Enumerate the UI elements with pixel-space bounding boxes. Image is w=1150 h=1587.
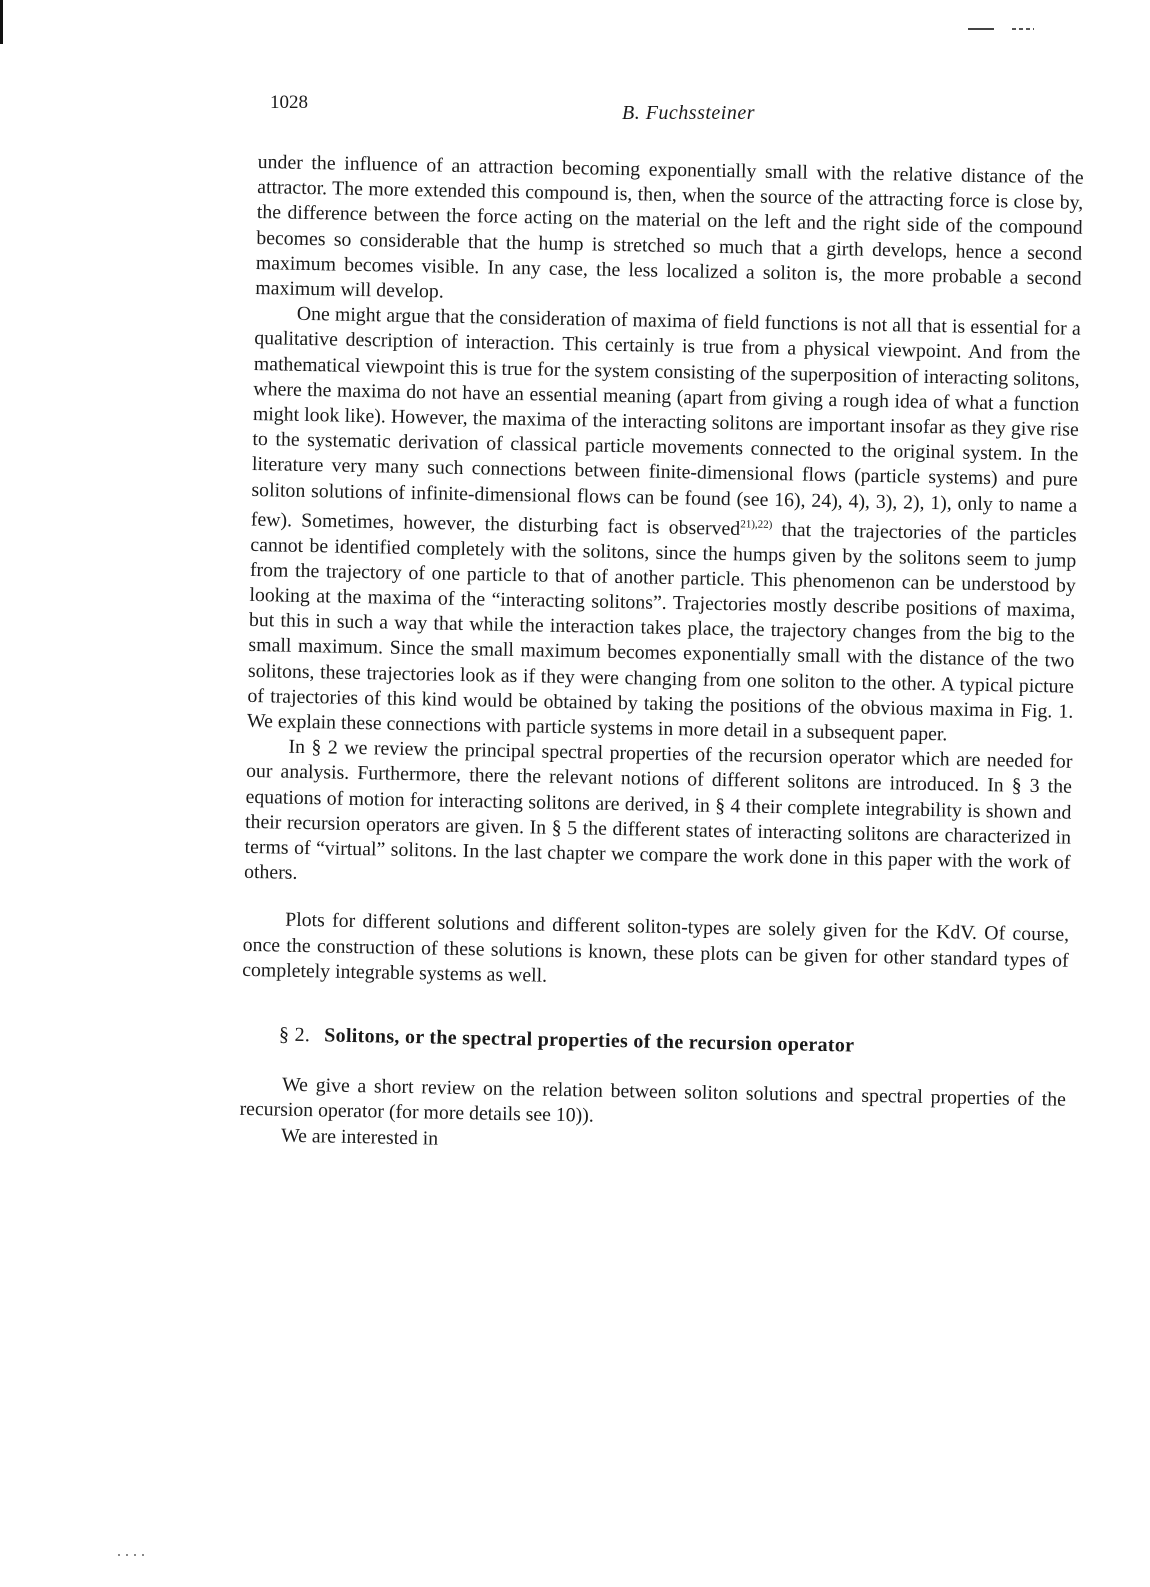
scan-artifact bbox=[118, 1554, 148, 1556]
paragraph: We are interested in bbox=[280, 1124, 439, 1150]
paragraph: Plots for different solutions and different soliton-types are solely given for the KdV. Of course, once the construction of these solutions is known, these plots can be given for other standard types of completely integrable systems as well. bbox=[242, 909, 1070, 987]
section-number: § 2. bbox=[278, 1023, 311, 1047]
paragraph-text: that the trajectories of the particles cannot be identified completely with the solitons, since the humps given by the solitons seem to jump from the trajectory of one particle to that of another particle. This phenomenon can be understood by looking at the maxima of the “interacting solitons”. Trajectories mostly describe positions of maxima, but this in such a way that while the interaction takes place, the trajectory changes from the big to the small maximum. Since the small maximum becomes exponentially small with the distance of the two solitons, these trajectories look as if they were changing from one soliton to the other. A typical picture of trajectories of this kind would be obtained by taking the positions of the obvious maxima in Fig. 1. We explain these connections with particle systems in more detail in a subsequent paper. bbox=[246, 518, 1077, 746]
paragraph: under the influence of an attraction becoming exponentially small with the relative distance of the attractor. The more extended this compound is, then, when the source of the attracting force is close by, the difference between the force acting on the material on the left and the right side of the compound becomes so considerable that the hump is stretched so much that a girth develops, hence a second maximum becomes visible. In any case, the less localized a soliton is, the more probable a second maximum will develop. bbox=[255, 150, 1084, 303]
paragraph-text: One might argue that the consideration of maxima of field functions is not all that is essential for a qualitative description of interaction. This certainly is true from a physical viewpoint. And from the mathematical viewpoint this is true for the system consisting of the superposition of interacting solitons, where the maxima do not have an essential meaning (apart from giving a rough idea of what a function might look like). However, the maxima of the interacting solitons are important insofar as they give rise to the systematic derivation of classical particle movements connected to the original system. In the literature very many such connections between finite-dimensional flows (particle systems) and pure soliton solutions of infinite-dimensional flows can be found (see 16), 24), 4), 3), 2), 1), only to name a few). Sometimes, however, the disturbing fact is observed bbox=[250, 302, 1081, 540]
page-number: 1028 bbox=[270, 92, 308, 113]
scan-edge-mark bbox=[0, 0, 3, 44]
scan-corner-mark bbox=[1012, 28, 1034, 30]
paragraph bbox=[247, 301, 1081, 750]
section-title: Solitons, or the spectral properties of the recursion operator bbox=[324, 1024, 855, 1057]
paragraph: We give a short review on the relation between soliton solutions and spectral properties of the recursion operator (for more details see 10)). bbox=[239, 1073, 1067, 1127]
body-text bbox=[239, 150, 1084, 1163]
running-head-author: B. Fuchssteiner bbox=[622, 102, 756, 124]
paragraph: In § 2 we review the principal spectral properties of the recursion operator which are needed for our analysis. Furthermore, there the relevant notions of different solitons are introduced. In § 3 the equations of motion for interacting solitons are derived, in § 4 their complete integrability is shown and their recursion operators are given. In § 5 the different states of interacting solitons are characterized in terms of “virtual” solitons. In the last chapter we compare the work done in this paper with the work of others. bbox=[243, 735, 1073, 885]
scan-corner-mark bbox=[968, 28, 994, 30]
section-heading bbox=[279, 1024, 1067, 1062]
citation-superscript: 21),22) bbox=[740, 518, 773, 531]
